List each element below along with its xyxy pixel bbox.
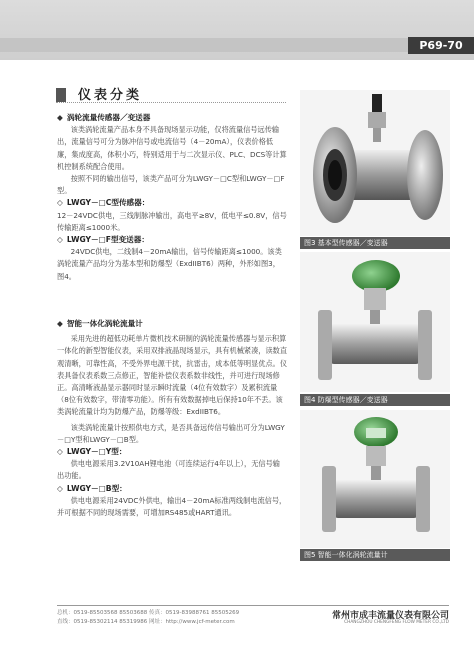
f-type-heading-row [57, 234, 287, 246]
block1-heading-row [57, 112, 287, 124]
figure-5-photo [300, 410, 450, 548]
figure-4-caption: 图4 防爆型传感器／变送器 [300, 394, 450, 406]
f-type-heading: LWGY－□F型变送器： [66, 235, 149, 245]
smart-flow-meter-illustration [300, 410, 450, 548]
diamond-outline-icon: ◇ [57, 198, 63, 208]
block-turbine-sensor [57, 112, 287, 283]
diamond-bullet-icon: ◆ [57, 319, 63, 328]
figure-5-caption: 图5 智能一体化涡轮流量计 [300, 549, 450, 561]
block1-p2: 按照不同的输出信号，该类产品可分为LWGY－□C型和LWGY－□F型。 [57, 174, 285, 196]
figure-3-caption: 图3 基本型传感器／变送器 [300, 237, 450, 249]
footer-contacts [57, 609, 239, 627]
f-type-text: 24VDC供电，二线制4－20mA输出，信号传输距离≤1000。该类涡轮流量产品均分为基本型和防爆型（ExdIIBT6）两种，外形如图3，图4。 [57, 247, 282, 281]
section-title: 仪表分类 [78, 88, 143, 103]
c-type-text: 12－24VDC供电，三线制脉冲输出，高电平≥8V，低电平≤0.8V，信号传输距离≤1000米。 [57, 210, 287, 232]
diamond-bullet-icon: ◆ [57, 113, 63, 122]
b-type-heading-row [57, 483, 287, 495]
figure-4-photo [300, 252, 450, 392]
diamond-outline-icon: ◇ [57, 447, 63, 457]
section-header [56, 84, 286, 103]
y-type-heading-row [57, 446, 287, 458]
block1-p1: 该类涡轮流量产品本身不具备现场显示功能，仅将流量信号远传输出，流量信号可分为脉冲信号或电流信号（4－20mA），仪表价格低廉，集成度高，体积小巧，特别适用于与二次显示仪、PLC、DCS等计算机控制系统配合使用。 [57, 125, 287, 171]
block2-heading: 智能一体化涡轮流量计 [66, 319, 143, 328]
c-type-heading-row [57, 197, 287, 209]
block-smart-meter [57, 318, 287, 519]
diamond-outline-icon: ◇ [57, 483, 63, 493]
turbine-sensor-illustration [300, 90, 450, 236]
b-type-heading: LWGY－□B型： [66, 483, 127, 493]
page-footer [57, 605, 449, 630]
block1-heading: 涡轮流量传感器／变送器 [66, 113, 151, 122]
block2-p1: 采用先进的超低功耗单片微机技术研制的涡轮流量传感器与显示积算一体化的新型智能仪表，采用双排液晶现场显示，具有机械紧凑，读数直观清晰，可靠性高，不受外界电源干扰，抗雷击，成本低等明显优点。仪表具备仪表系数三点修正，智能补偿仪表系数非线性，并可进行现场修正。高清晰液晶显示器同时显示瞬时流量（4位有效数字）及累积流量（8位有效数字，带清零功能）。所有有效数据掉电后保持10年不丢。该类涡轮流量计均为防爆产品，防爆等级：ExdIIBT6。 [57, 334, 288, 417]
company-name-cn: 常州市成丰流量仪表有限公司 [331, 611, 449, 621]
footer-line-1: 总机：0519-85503568 85503688 传真：0519-83988761 85505269 [57, 610, 240, 616]
block2-p2: 该类涡轮流量计按照供电方式，是否具备远传信号输出可分为LWGY－□Y型和LWGY－□B型。 [57, 422, 285, 444]
section-marker [56, 88, 66, 102]
header-stripe [0, 38, 474, 52]
explosion-proof-sensor-illustration [300, 252, 450, 392]
company-name-en: CHANGZHOU CHENGFENG FLOW METER CO.,LTD [344, 620, 449, 625]
page-tag: P69-70 [408, 37, 474, 54]
header-bar [0, 0, 474, 60]
y-type-text: 供电电源采用3.2V10AH锂电池（可连续运行4年以上），无信号输出功能。 [57, 459, 280, 481]
figure-3-photo [300, 90, 450, 236]
y-type-heading: LWGY－□Y型： [66, 447, 127, 457]
diamond-outline-icon: ◇ [57, 235, 63, 245]
c-type-heading: LWGY－□C型传感器： [66, 198, 150, 208]
b-type-text: 供电电源采用24VDC外供电，输出4－20mA标准两线制电流信号，并可根据不同的现场需要，可增加RS485或HART通讯。 [57, 495, 287, 518]
footer-line-2: 直线：0519-85302114 85319986 网址：http://www.jcf-meter.com [57, 619, 235, 625]
block2-heading-row [57, 318, 287, 330]
